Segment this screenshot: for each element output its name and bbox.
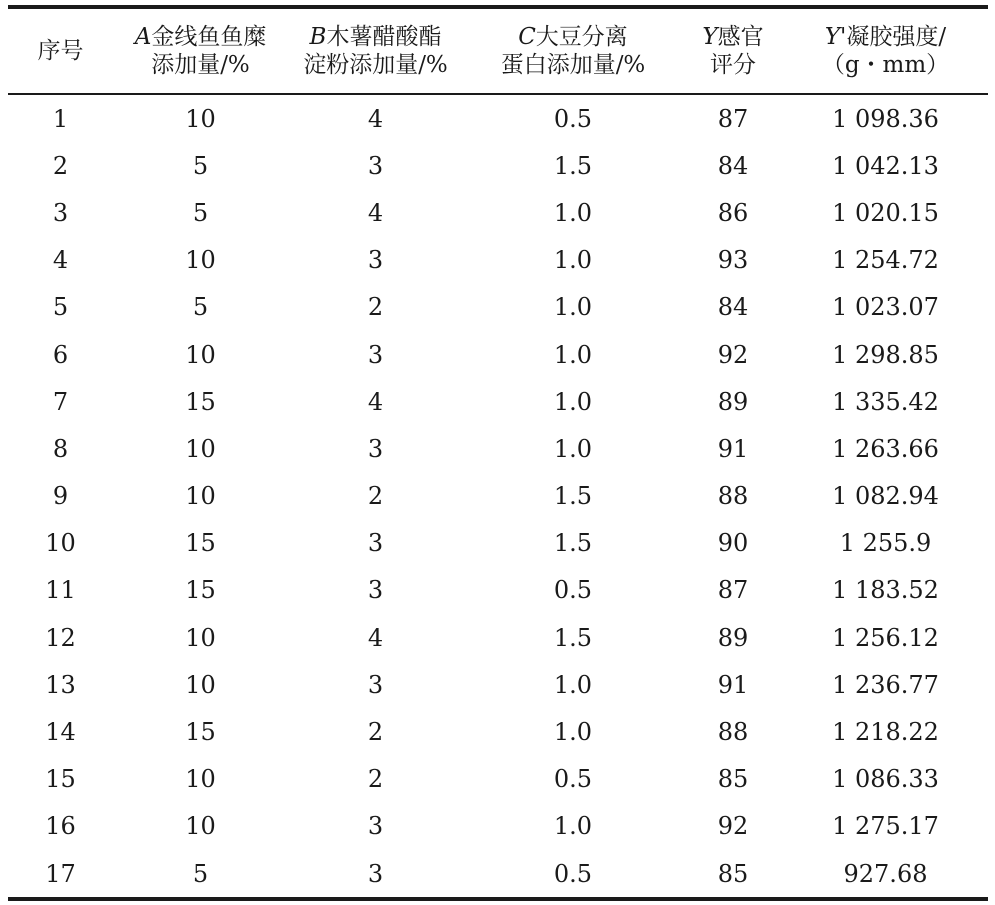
cell-soy-protein-amount: 0.5 xyxy=(553,859,593,888)
cell-cassava-starch-amount: 2 xyxy=(367,765,384,794)
cell-fish-surimi-amount: 10 xyxy=(185,812,216,841)
cell-serial-number: 12 xyxy=(45,623,76,652)
cell-fish-surimi-amount: 15 xyxy=(185,718,216,747)
cell-soy-protein-amount: 0.5 xyxy=(553,104,593,133)
cell-serial-number: 17 xyxy=(45,859,76,888)
cell-gel-strength: 1 020.15 xyxy=(832,198,939,227)
cell-serial-number: 8 xyxy=(52,434,69,463)
cell-soy-protein-amount: 1.0 xyxy=(553,293,593,322)
cell-sensory-score: 91 xyxy=(717,670,749,699)
cell-soy-protein-amount: 1.0 xyxy=(553,340,593,369)
cell-serial-number: 13 xyxy=(45,670,76,699)
table-row xyxy=(8,567,988,614)
cell-serial-number: 11 xyxy=(45,576,76,605)
cell-fish-surimi-amount: 10 xyxy=(185,623,216,652)
experiment-results-table xyxy=(8,5,988,901)
cell-gel-strength: 1 335.42 xyxy=(832,387,939,416)
cell-gel-strength: 1 254.72 xyxy=(832,246,939,275)
cell-sensory-score: 87 xyxy=(717,104,749,133)
cell-gel-strength: 1 023.07 xyxy=(832,293,939,322)
cell-sensory-score: 84 xyxy=(717,151,749,180)
cell-soy-protein-amount: 1.0 xyxy=(553,198,593,227)
cell-serial-number: 5 xyxy=(52,293,69,322)
cell-fish-surimi-amount: 10 xyxy=(185,340,216,369)
cell-cassava-starch-amount: 4 xyxy=(367,104,384,133)
cell-sensory-score: 92 xyxy=(717,812,749,841)
cell-serial-number: 3 xyxy=(52,198,69,227)
cell-serial-number: 9 xyxy=(52,482,69,511)
cell-fish-surimi-amount: 5 xyxy=(192,151,209,180)
cell-cassava-starch-amount: 3 xyxy=(367,151,384,180)
factor-symbol: Y xyxy=(702,24,718,50)
cell-soy-protein-amount: 0.5 xyxy=(553,576,593,605)
cell-serial-number: 2 xyxy=(52,151,69,180)
table-header xyxy=(8,7,988,94)
cell-sensory-score: 91 xyxy=(717,434,749,463)
cell-fish-surimi-amount: 15 xyxy=(185,387,216,416)
table-row xyxy=(8,378,988,425)
cell-gel-strength: 927.68 xyxy=(843,859,928,888)
cell-fish-surimi-amount: 5 xyxy=(192,859,209,888)
factor-symbol: A xyxy=(134,24,152,50)
cell-gel-strength: 1 218.22 xyxy=(832,718,939,747)
table-body xyxy=(8,94,988,899)
table-row xyxy=(8,94,988,142)
cell-sensory-score: 89 xyxy=(717,387,749,416)
header-gel-strength xyxy=(783,7,988,94)
cell-soy-protein-amount: 1.5 xyxy=(553,623,593,652)
cell-cassava-starch-amount: 3 xyxy=(367,340,384,369)
header-line xyxy=(783,23,988,51)
cell-fish-surimi-amount: 15 xyxy=(185,529,216,558)
cell-gel-strength: 1 183.52 xyxy=(832,576,939,605)
header-line: 淀粉添加量/% xyxy=(303,52,448,78)
cell-serial-number: 1 xyxy=(52,104,69,133)
table-row xyxy=(8,473,988,520)
cell-cassava-starch-amount: 3 xyxy=(367,812,384,841)
table-row xyxy=(8,661,988,708)
cell-fish-surimi-amount: 10 xyxy=(185,765,216,794)
cell-fish-surimi-amount: 10 xyxy=(185,482,216,511)
cell-sensory-score: 90 xyxy=(717,529,749,558)
cell-serial-number: 10 xyxy=(45,529,76,558)
cell-cassava-starch-amount: 3 xyxy=(367,670,384,699)
table-row xyxy=(8,850,988,899)
cell-sensory-score: 86 xyxy=(717,198,749,227)
factor-symbol: B xyxy=(309,24,327,50)
cell-soy-protein-amount: 1.0 xyxy=(553,434,593,463)
header-line xyxy=(463,23,683,51)
cell-fish-surimi-amount: 5 xyxy=(192,198,209,227)
header-line xyxy=(288,23,463,51)
header-text: 大豆分离 xyxy=(535,24,628,50)
cell-cassava-starch-amount: 3 xyxy=(367,859,384,888)
table-row xyxy=(8,425,988,472)
cell-cassava-starch-amount: 2 xyxy=(367,482,384,511)
cell-soy-protein-amount: 0.5 xyxy=(553,765,593,794)
table-row xyxy=(8,142,988,189)
cell-cassava-starch-amount: 4 xyxy=(367,387,384,416)
factor-symbol: C xyxy=(518,24,536,50)
cell-serial-number: 14 xyxy=(45,718,76,747)
header-serial-number xyxy=(8,7,113,94)
cell-sensory-score: 85 xyxy=(717,765,749,794)
cell-cassava-starch-amount: 4 xyxy=(367,623,384,652)
cell-serial-number: 15 xyxy=(45,765,76,794)
cell-serial-number: 7 xyxy=(52,387,69,416)
table-row xyxy=(8,708,988,755)
header-line xyxy=(683,23,783,51)
cell-soy-protein-amount: 1.0 xyxy=(553,387,593,416)
cell-cassava-starch-amount: 3 xyxy=(367,529,384,558)
cell-gel-strength: 1 256.12 xyxy=(832,623,939,652)
cell-cassava-starch-amount: 4 xyxy=(367,198,384,227)
cell-serial-number: 16 xyxy=(45,812,76,841)
cell-fish-surimi-amount: 10 xyxy=(185,246,216,275)
header-line: （g・mm） xyxy=(821,52,950,78)
cell-soy-protein-amount: 1.5 xyxy=(553,529,593,558)
header-line: 添加量/% xyxy=(151,52,250,78)
header-line xyxy=(113,23,288,51)
header-cassava-starch-amount xyxy=(288,7,463,94)
header-text: 感官 xyxy=(717,24,764,50)
table-row xyxy=(8,756,988,803)
table-row xyxy=(8,803,988,850)
cell-sensory-score: 92 xyxy=(717,340,749,369)
header-sensory-score xyxy=(683,7,783,94)
header-line: 序号 xyxy=(37,38,84,64)
cell-fish-surimi-amount: 5 xyxy=(192,293,209,322)
cell-soy-protein-amount: 1.0 xyxy=(553,718,593,747)
header-text: 木薯醋酸酯 xyxy=(326,24,442,50)
cell-gel-strength: 1 042.13 xyxy=(832,151,939,180)
header-row xyxy=(8,7,988,94)
header-soy-protein-amount xyxy=(463,7,683,94)
cell-gel-strength: 1 255.9 xyxy=(839,529,932,558)
cell-fish-surimi-amount: 10 xyxy=(185,670,216,699)
cell-cassava-starch-amount: 3 xyxy=(367,246,384,275)
cell-gel-strength: 1 298.85 xyxy=(832,340,939,369)
cell-cassava-starch-amount: 3 xyxy=(367,576,384,605)
cell-cassava-starch-amount: 2 xyxy=(367,718,384,747)
table-row xyxy=(8,189,988,236)
cell-soy-protein-amount: 1.0 xyxy=(553,670,593,699)
header-text: 金线鱼鱼糜 xyxy=(151,24,267,50)
cell-gel-strength: 1 086.33 xyxy=(832,765,939,794)
cell-cassava-starch-amount: 2 xyxy=(367,293,384,322)
cell-serial-number: 6 xyxy=(52,340,69,369)
factor-symbol: Y' xyxy=(824,24,847,50)
table-row xyxy=(8,237,988,284)
header-line: 评分 xyxy=(710,52,756,78)
table-row xyxy=(8,331,988,378)
cell-gel-strength: 1 275.17 xyxy=(832,812,939,841)
header-fish-surimi-amount xyxy=(113,7,288,94)
cell-cassava-starch-amount: 3 xyxy=(367,434,384,463)
cell-sensory-score: 93 xyxy=(717,246,749,275)
cell-fish-surimi-amount: 10 xyxy=(185,104,216,133)
cell-gel-strength: 1 263.66 xyxy=(832,434,939,463)
cell-gel-strength: 1 236.77 xyxy=(832,670,939,699)
cell-sensory-score: 89 xyxy=(717,623,749,652)
header-text: 凝胶强度/ xyxy=(846,24,947,50)
cell-sensory-score: 88 xyxy=(717,482,749,511)
cell-soy-protein-amount: 1.0 xyxy=(553,246,593,275)
cell-sensory-score: 87 xyxy=(717,576,749,605)
cell-soy-protein-amount: 1.0 xyxy=(553,812,593,841)
table-row xyxy=(8,284,988,331)
table-row xyxy=(8,520,988,567)
cell-sensory-score: 88 xyxy=(717,718,749,747)
header-line: 蛋白添加量/% xyxy=(500,52,646,78)
cell-sensory-score: 84 xyxy=(717,293,749,322)
cell-fish-surimi-amount: 15 xyxy=(185,576,216,605)
cell-serial-number: 4 xyxy=(52,246,69,275)
cell-soy-protein-amount: 1.5 xyxy=(553,151,593,180)
data-table-container xyxy=(8,5,988,901)
cell-gel-strength: 1 098.36 xyxy=(832,104,939,133)
cell-fish-surimi-amount: 10 xyxy=(185,434,216,463)
cell-sensory-score: 85 xyxy=(717,859,749,888)
cell-gel-strength: 1 082.94 xyxy=(832,482,939,511)
cell-soy-protein-amount: 1.5 xyxy=(553,482,593,511)
table-row xyxy=(8,614,988,661)
